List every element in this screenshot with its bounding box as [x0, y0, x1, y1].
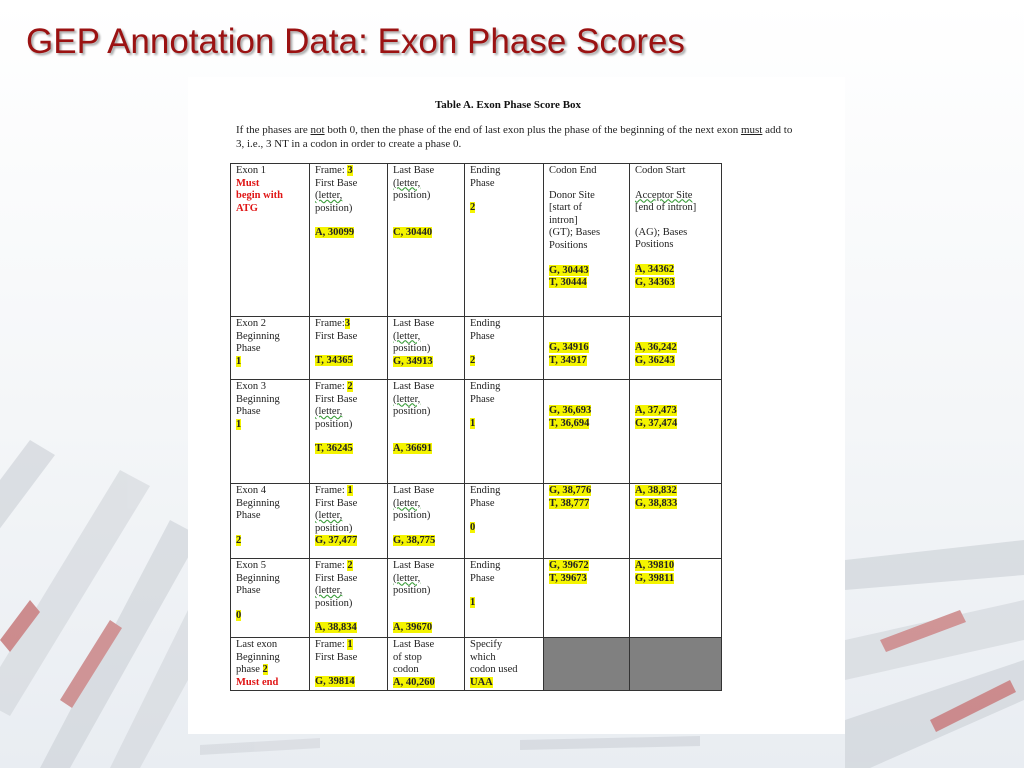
table-caption: Table A. Exon Phase Score Box	[434, 99, 582, 111]
ending-phase-cell: Ending Phase 2	[465, 317, 544, 380]
last-base-cell: Last Base (letter, position) G, 34913	[388, 317, 465, 380]
empty-gray-cell	[544, 638, 630, 691]
codon-start-cell: A, 36,242 G, 36243	[630, 317, 722, 380]
first-base-cell: Frame:3 First Base T, 34365	[310, 317, 388, 380]
first-base-cell: Frame: 2 First Base (letter, position) A, 38,834	[310, 559, 388, 638]
document-image	[188, 77, 845, 734]
exon-cell: Exon 4 Beginning Phase 2	[231, 484, 310, 559]
table-row	[231, 164, 722, 317]
codon-start-cell: Codon Start Acceptor Site [end of intron] (AG); Bases Positions A, 34362 G, 34363	[630, 164, 722, 317]
first-base-cell: Frame: 3 First Base (letter, position) A, 30099	[310, 164, 388, 317]
slide-title: GEP Annotation Data: Exon Phase Scores	[26, 22, 685, 61]
exon-cell: Last exon Beginning phase 2 Must end	[231, 638, 310, 691]
ending-phase-cell: Ending Phase 0	[465, 484, 544, 559]
stop-codon-cell: Specify which codon used UAA	[465, 638, 544, 691]
codon-end-cell: G, 39672 T, 39673	[544, 559, 630, 638]
codon-start-cell: A, 39810 G, 39811	[630, 559, 722, 638]
table-row	[231, 317, 722, 380]
last-base-cell: Last Base (letter, position) A, 36691	[388, 380, 465, 484]
intro-paragraph: If the phases are not both 0, then the phase of the end of last exon plus the phase of the beginning of the next exon must add to 3, i.e., 3 NT in a codon in order to create a phase 0.	[236, 124, 793, 150]
codon-end-cell: G, 38,776 T, 38,777	[544, 484, 630, 559]
codon-end-cell: Codon End Donor Site [start of intron] (GT); Bases Positions G, 30443 T, 30444	[544, 164, 630, 317]
exon-cell: Exon 3 Beginning Phase 1	[231, 380, 310, 484]
first-base-cell: Frame: 2 First Base (letter, position) T, 36245	[310, 380, 388, 484]
exon-phase-table	[230, 163, 722, 691]
exon-cell: Exon 1 Must begin with ATG	[231, 164, 310, 317]
codon-end-cell: G, 34916 T, 34917	[544, 317, 630, 380]
ending-phase-cell: Ending Phase 2	[465, 164, 544, 317]
last-base-cell: Last Base of stop codon A, 40,260	[388, 638, 465, 691]
last-base-cell: Last Base (letter, position) C, 30440	[388, 164, 465, 317]
ending-phase-cell: Ending Phase 1	[465, 380, 544, 484]
last-base-cell: Last Base (letter, position) A, 39670	[388, 559, 465, 638]
table-row	[231, 638, 722, 691]
codon-end-cell: G, 36,693 T, 36,694	[544, 380, 630, 484]
exon-cell: Exon 5 Beginning Phase 0	[231, 559, 310, 638]
empty-gray-cell	[630, 638, 722, 691]
table-row	[231, 559, 722, 638]
exon-cell: Exon 2 Beginning Phase 1	[231, 317, 310, 380]
table-row	[231, 380, 722, 484]
last-base-cell: Last Base (letter, position) G, 38,775	[388, 484, 465, 559]
codon-start-cell: A, 38,832 G, 38,833	[630, 484, 722, 559]
first-base-cell: Frame: 1 First Base (letter, position) G, 37,477	[310, 484, 388, 559]
table-row	[231, 484, 722, 559]
ending-phase-cell: Ending Phase 1	[465, 559, 544, 638]
codon-start-cell: A, 37,473 G, 37,474	[630, 380, 722, 484]
first-base-cell: Frame: 1 First Base G, 39814	[310, 638, 388, 691]
